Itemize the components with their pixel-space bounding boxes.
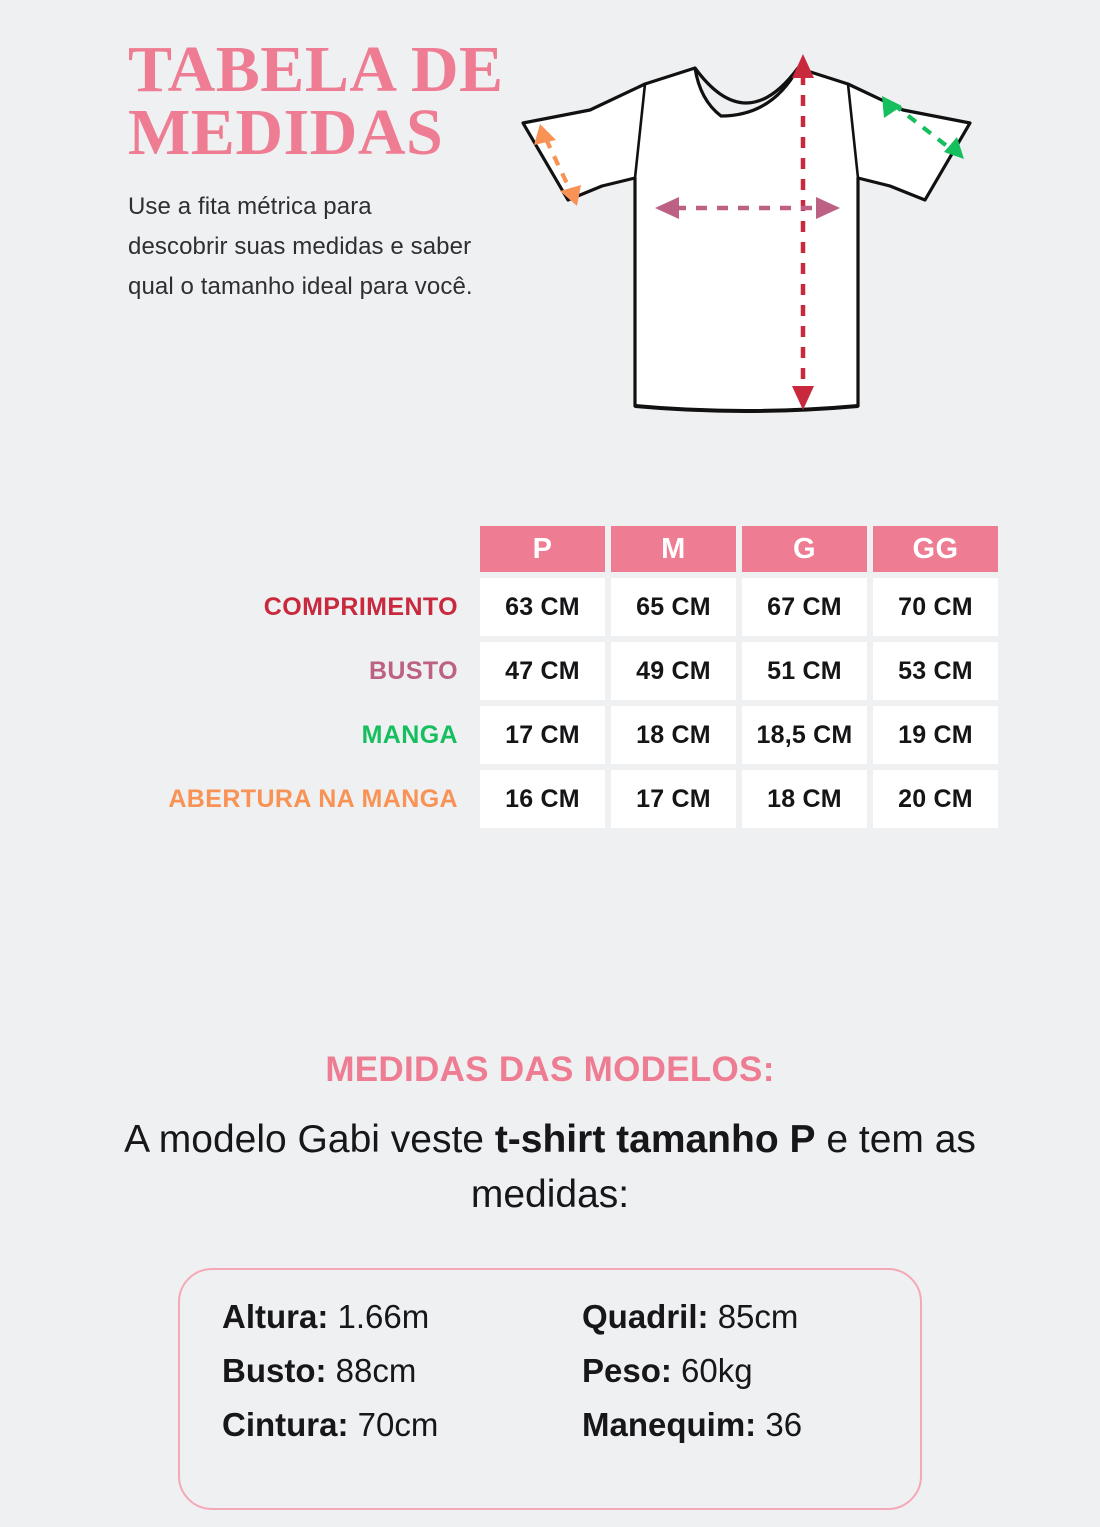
measurement-peso-key: Peso: (582, 1352, 672, 1390)
tshirt-body-outline (523, 68, 970, 411)
measurement-cintura (222, 1404, 582, 1446)
cell-comprimento-g: 67 CM (742, 578, 867, 636)
size-table-area (100, 520, 1000, 834)
measurement-cintura-value: 70cm (357, 1406, 439, 1444)
cell-busto-gg: 53 CM (873, 642, 998, 700)
size-header-g: G (742, 526, 867, 572)
table-row (106, 770, 998, 828)
measurement-altura-key: Altura: (222, 1298, 329, 1335)
size-header-p: P (480, 526, 605, 572)
models-desc-bold: t-shirt tamanho P (494, 1118, 816, 1161)
row-label-manga: MANGA (361, 720, 458, 749)
cell-manga-gg: 19 CM (873, 706, 998, 764)
measurement-quadril-value: 85cm (717, 1298, 799, 1335)
measurement-busto (222, 1350, 582, 1392)
cell-abertura-p: 16 CM (480, 770, 605, 828)
size-table-header-row (106, 526, 998, 572)
size-header-m: M (611, 526, 736, 572)
models-description (0, 1112, 1100, 1223)
models-desc-part1: A modelo Gabi veste (124, 1118, 495, 1161)
table-row (106, 706, 998, 764)
models-section-title: MEDIDAS DAS MODELOS: (325, 1050, 775, 1089)
size-table (100, 520, 1004, 834)
page-subtitle: Use a fita métrica para descobrir suas medidas e saber qual o tamanho ideal para você. (128, 192, 473, 301)
page-title-line1: TABELA DE (128, 33, 504, 106)
row-label-busto: BUSTO (368, 656, 458, 685)
cell-abertura-gg: 20 CM (873, 770, 998, 828)
models-desc-part2: e tem as medidas: (470, 1118, 976, 1217)
cell-busto-m: 49 CM (611, 642, 736, 700)
measurement-altura (222, 1296, 582, 1338)
table-row (106, 578, 998, 636)
cell-manga-p: 17 CM (480, 706, 605, 764)
measurement-peso-value: 60kg (681, 1352, 753, 1390)
row-label-comprimento: COMPRIMENTO (263, 592, 458, 621)
measurement-manequim (582, 1404, 878, 1446)
cell-comprimento-gg: 70 CM (873, 578, 998, 636)
cell-manga-g: 18,5 CM (742, 706, 867, 764)
cell-comprimento-p: 63 CM (480, 578, 605, 636)
measurement-manequim-key: Manequim: (582, 1406, 757, 1444)
page-title (128, 33, 528, 170)
models-section (0, 1050, 1100, 1223)
size-header-gg: GG (873, 526, 998, 572)
model-measurements-grid (222, 1296, 878, 1447)
row-label-abertura-na-manga: ABERTURA NA MANGA (168, 784, 458, 813)
cell-abertura-m: 17 CM (611, 770, 736, 828)
cell-comprimento-m: 65 CM (611, 578, 736, 636)
measurement-busto-key: Busto: (222, 1352, 327, 1390)
table-row (106, 642, 998, 700)
measurement-altura-value: 1.66m (337, 1298, 430, 1335)
table-corner-cell (106, 526, 474, 572)
tshirt-illustration (490, 28, 1000, 438)
measurement-manequim-value: 36 (765, 1406, 803, 1444)
cell-busto-g: 51 CM (742, 642, 867, 700)
page-title-line2: MEDIDAS (128, 96, 444, 170)
measurement-quadril (582, 1296, 878, 1338)
measurement-cintura-key: Cintura: (222, 1406, 349, 1444)
cell-busto-p: 47 CM (480, 642, 605, 700)
cell-manga-m: 18 CM (611, 706, 736, 764)
measurement-busto-value: 88cm (335, 1352, 417, 1390)
cell-abertura-g: 18 CM (742, 770, 867, 828)
measurement-peso (582, 1350, 878, 1392)
model-measurements-box (178, 1268, 922, 1510)
header-block (128, 33, 528, 308)
measurement-quadril-key: Quadril: (582, 1298, 709, 1335)
